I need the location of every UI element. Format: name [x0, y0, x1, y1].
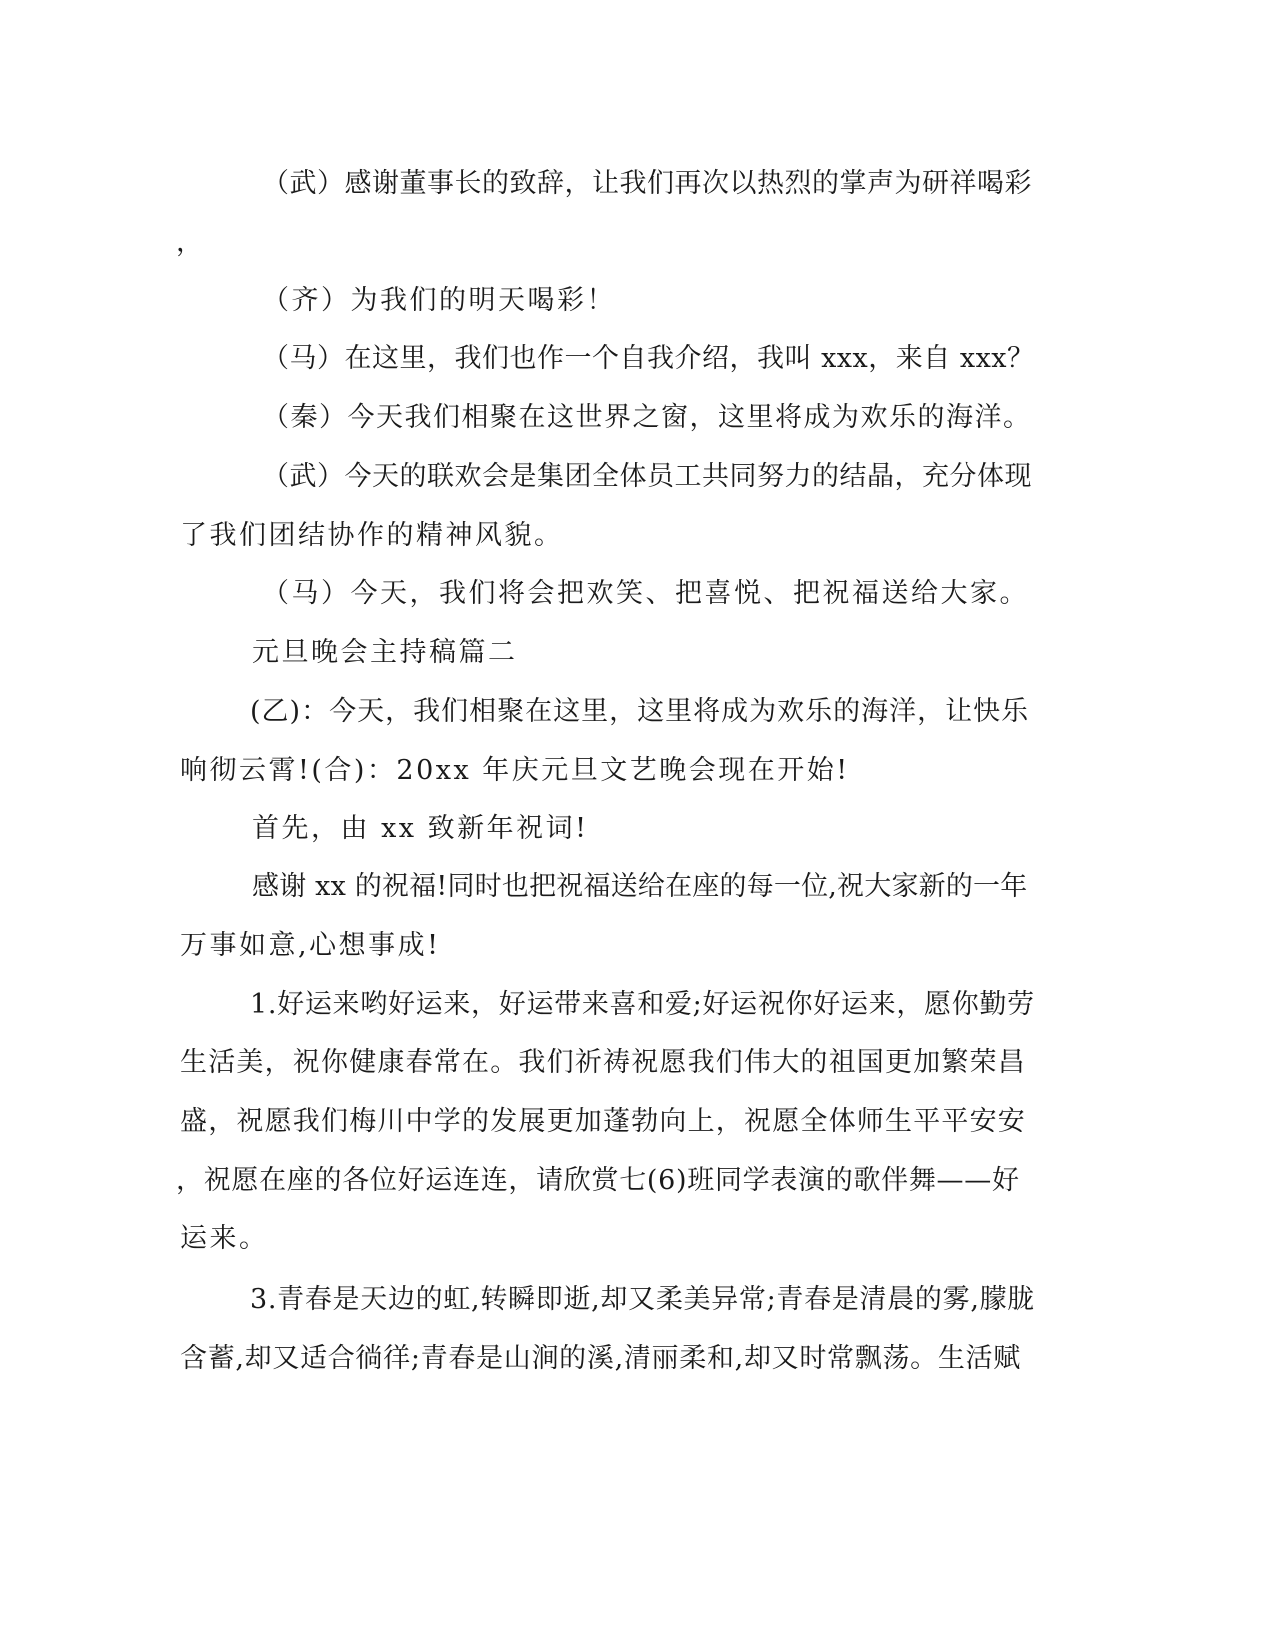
paragraph-line: 3.青春是天边的虹,转瞬即逝,却又柔美异常;青春是清晨的雾,朦胧 — [250, 1284, 1036, 1315]
paragraph-line: （武）感谢董事长的致辞，让我们再次以热烈的掌声为研祥喝彩 — [262, 168, 1032, 199]
paragraph-line: 含蓄,却又适合徜徉;青春是山涧的溪,清丽柔和,却又时常飘荡。生活赋 — [180, 1343, 1021, 1374]
paragraph-line: ， — [176, 227, 206, 258]
paragraph-line: 感谢 xx 的祝福!同时也把祝福送给在座的每一位,祝大家新的一年 — [252, 871, 1028, 902]
paragraph-line: 生活美，祝你健康春常在。我们祈祷祝愿我们伟大的祖国更加繁荣昌 — [180, 1047, 1026, 1078]
paragraph-line: （马）在这里，我们也作一个自我介绍，我叫 xxx，来自 xxx？ — [262, 343, 1035, 374]
section-heading: 元旦晚会主持稿篇二 — [252, 637, 518, 668]
paragraph-line: （齐）为我们的明天喝彩！ — [262, 285, 616, 316]
paragraph-line: 运来。 — [180, 1223, 269, 1254]
paragraph-line: 了我们团结协作的精神风貌。 — [180, 520, 564, 551]
paragraph-line: 响彻云霄!(合)：20xx 年庆元旦文艺晚会现在开始! — [180, 755, 850, 786]
paragraph-line: 盛，祝愿我们梅川中学的发展更加蓬勃向上，祝愿全体师生平平安安 — [180, 1106, 1026, 1137]
paragraph-line: （秦）今天我们相聚在这世界之窗，这里将成为欢乐的海洋。 — [262, 402, 1032, 433]
paragraph-line: 首先，由 xx 致新年祝词! — [252, 813, 589, 844]
paragraph-line: （武）今天的联欢会是集团全体员工共同努力的结晶，充分体现 — [262, 461, 1032, 492]
paragraph-line: （马）今天，我们将会把欢笑、把喜悦、把祝福送给大家。 — [262, 578, 1029, 609]
paragraph-line: ，祝愿在座的各位好运连连，请欣赏七(6)班同学表演的歌伴舞——好 — [176, 1165, 1020, 1196]
paragraph-line: (乙)：今天，我们相聚在这里，这里将成为欢乐的海洋，让快乐 — [250, 696, 1030, 727]
paragraph-line: 万事如意,心想事成! — [180, 930, 441, 961]
paragraph-line: 1.好运来哟好运来，好运带来喜和爱;好运祝你好运来，愿你勤劳 — [250, 989, 1035, 1020]
